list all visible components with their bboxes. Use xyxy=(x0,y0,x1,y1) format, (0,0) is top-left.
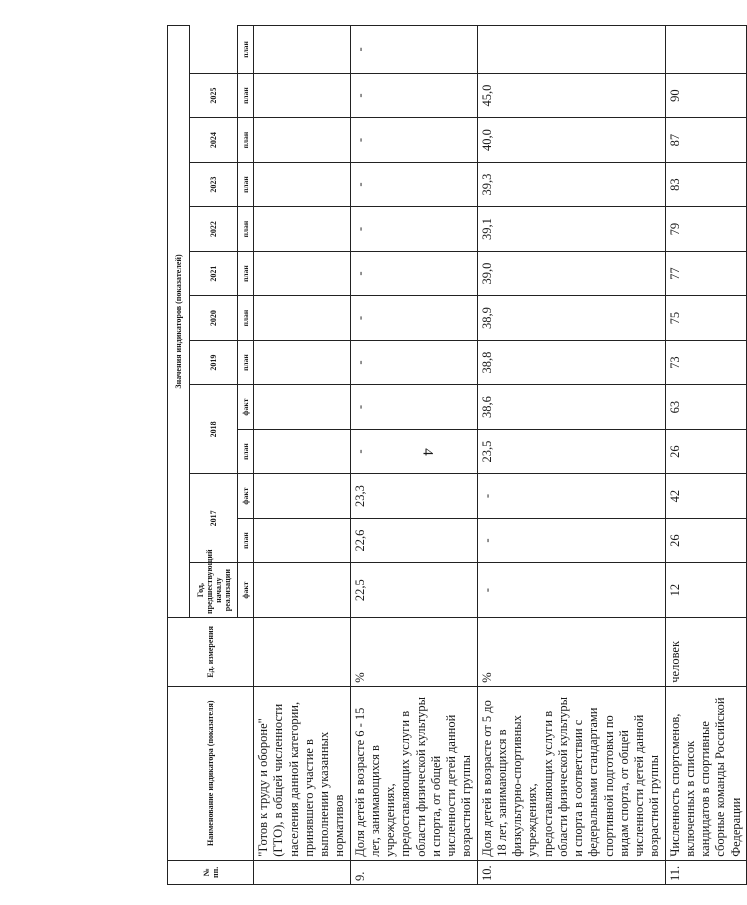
header-year-2021: 2021 xyxy=(190,251,238,296)
value-cell: 38,9 xyxy=(477,296,665,341)
indicator-name: Доля детей в возрасте 6 - 15 лет, занимающихся в учреждениях, предоставляющих услуги в области физической культуры и спорта, от общей численности детей данной возрастной группы xyxy=(350,686,477,860)
value-cell: 26 xyxy=(665,518,746,563)
value-cell: 22,6 xyxy=(350,518,477,563)
value-cell: - xyxy=(477,474,665,519)
row-number: 9. xyxy=(350,860,477,884)
header-year-2025: 2025 xyxy=(190,73,238,118)
value-cell: 22,5 xyxy=(350,563,477,618)
value-cell: - xyxy=(477,563,665,618)
value-cell xyxy=(254,340,351,385)
value-cell: 39,1 xyxy=(477,207,665,252)
page-number: 4 xyxy=(419,448,436,456)
value-cell xyxy=(254,162,351,207)
unit-cell xyxy=(254,617,351,686)
subheader-plan: план xyxy=(238,429,254,474)
value-cell: 26 xyxy=(665,429,746,474)
value-cell: 40,0 xyxy=(477,118,665,163)
indicators-table xyxy=(167,25,747,885)
header-year-2020: 2020 xyxy=(190,296,238,341)
value-cell: - xyxy=(350,73,477,118)
indicator-name: Численность спортсменов, включенных в список кандидатов в спортивные сборные команды Российской Федерации xyxy=(665,686,746,860)
subheader-plan: план xyxy=(238,73,254,118)
header-name: Наименование индикатора (показателя) xyxy=(168,686,254,860)
value-cell: - xyxy=(350,162,477,207)
value-cell xyxy=(254,26,351,74)
table-row xyxy=(254,26,351,885)
subheader-fakt: факт xyxy=(238,385,254,430)
subheader-plan: план xyxy=(238,518,254,563)
value-cell: 38,8 xyxy=(477,340,665,385)
value-cell xyxy=(665,26,746,74)
value-cell: - xyxy=(350,296,477,341)
value-cell: - xyxy=(350,26,477,74)
row-number xyxy=(254,860,351,884)
unit-cell: % xyxy=(477,617,665,686)
subheader-plan: план xyxy=(238,118,254,163)
header-year-2024: 2024 xyxy=(190,118,238,163)
header-values: Значения индикаторов (показателей) xyxy=(168,26,190,618)
table-row xyxy=(477,26,665,885)
value-cell xyxy=(254,385,351,430)
value-cell: 63 xyxy=(665,385,746,430)
subheader-plan: план xyxy=(238,296,254,341)
header-prev-year: Год, предшествующий началу реализации xyxy=(190,563,238,618)
subheader-plan: план xyxy=(238,340,254,385)
table-row xyxy=(665,26,746,885)
value-cell xyxy=(254,474,351,519)
indicator-name: Доля детей в возрасте от 5 до 18 лет, занимающихся в физкультурно-спортивных учреждениях, предоставляющих услуги в области физической культуры и спорта в соответствии с федеральными стандартами спортивной подготовки по видам спорта, от общей численности детей данной возрастной группы xyxy=(477,686,665,860)
value-cell xyxy=(254,518,351,563)
header-year-2023: 2023 xyxy=(190,162,238,207)
value-cell xyxy=(254,563,351,618)
value-cell: - xyxy=(350,340,477,385)
value-cell: 79 xyxy=(665,207,746,252)
subheader-fakt: факт xyxy=(238,563,254,618)
value-cell xyxy=(254,118,351,163)
subheader-plan: план xyxy=(238,162,254,207)
value-cell xyxy=(254,73,351,118)
subheader-plan: план xyxy=(238,251,254,296)
unit-cell: человек xyxy=(665,617,746,686)
header-year-2022: 2022 xyxy=(190,207,238,252)
value-cell xyxy=(477,26,665,74)
indicator-name: "Готов к труду и обороне" (ГТО), в общей численности населения данной категории, принявшего участие в выполнении указанных нормативов xyxy=(254,686,351,860)
value-cell: 90 xyxy=(665,73,746,118)
row-number: 11. xyxy=(665,860,746,884)
value-cell: 12 xyxy=(665,563,746,618)
value-cell: 42 xyxy=(665,474,746,519)
value-cell: 38,6 xyxy=(477,385,665,430)
rotated-table-wrapper xyxy=(167,25,743,885)
value-cell: 39,3 xyxy=(477,162,665,207)
value-cell: 87 xyxy=(665,118,746,163)
value-cell: 39,0 xyxy=(477,251,665,296)
header-unit: Ед. измерения xyxy=(168,617,254,686)
header-year-2019: 2019 xyxy=(190,340,238,385)
header-no: № пп. xyxy=(168,860,254,884)
value-cell: - xyxy=(350,207,477,252)
value-cell xyxy=(254,296,351,341)
value-cell: 45,0 xyxy=(477,73,665,118)
header-year-2017: 2017 xyxy=(190,474,238,563)
value-cell: - xyxy=(350,385,477,430)
subheader-fakt: факт xyxy=(238,474,254,519)
subheader-plan: план xyxy=(238,26,254,74)
table-row xyxy=(350,26,477,885)
value-cell xyxy=(254,251,351,296)
value-cell: - xyxy=(477,518,665,563)
value-cell: 77 xyxy=(665,251,746,296)
header-year-2018: 2018 xyxy=(190,385,238,474)
value-cell xyxy=(254,429,351,474)
value-cell: 75 xyxy=(665,296,746,341)
value-cell xyxy=(254,207,351,252)
value-cell: - xyxy=(350,118,477,163)
subheader-plan: план xyxy=(238,207,254,252)
value-cell: - xyxy=(350,429,477,474)
value-cell: 83 xyxy=(665,162,746,207)
value-cell: 23,3 xyxy=(350,474,477,519)
value-cell: 23,5 xyxy=(477,429,665,474)
value-cell: - xyxy=(350,251,477,296)
row-number: 10. xyxy=(477,860,665,884)
value-cell: 73 xyxy=(665,340,746,385)
unit-cell: % xyxy=(350,617,477,686)
